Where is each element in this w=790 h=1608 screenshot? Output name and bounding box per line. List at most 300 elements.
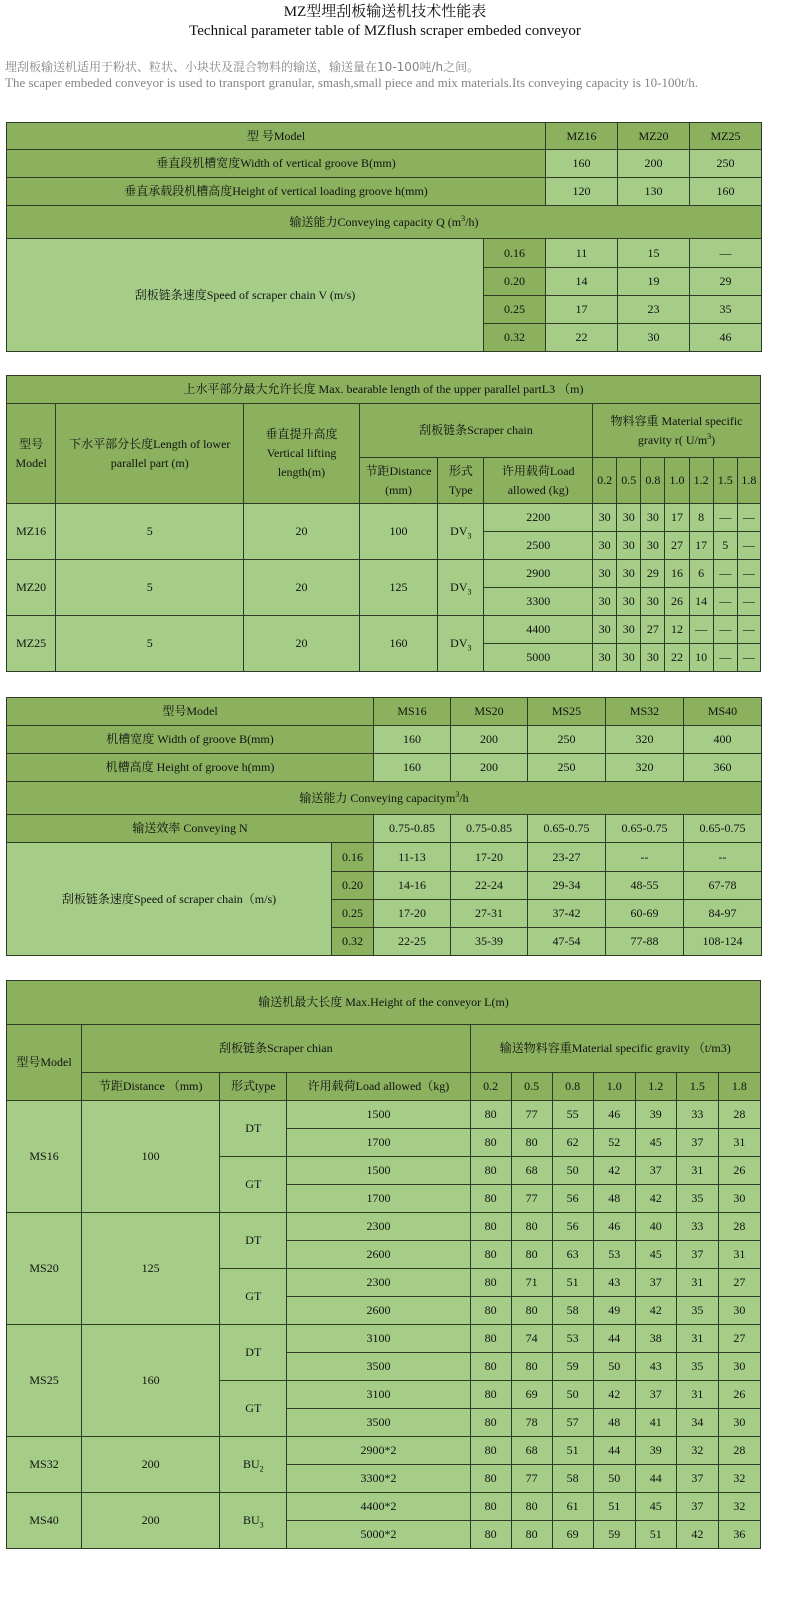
groove-height-value: 160 [690, 178, 762, 206]
length-value: 45 [635, 1493, 676, 1521]
length-value: 26 [665, 588, 689, 616]
distance-label: 节距Distance （mm) [82, 1073, 220, 1101]
gravity-header: 0.2 [593, 458, 617, 504]
length-value: 35 [676, 1297, 718, 1325]
type-label: 形式Type [438, 458, 484, 504]
distance-cell: 100 [82, 1101, 220, 1213]
load-cell: 4400 [484, 616, 593, 644]
capacity-value: 11 [546, 239, 618, 268]
length-value: 80 [511, 1297, 552, 1325]
length-value: — [713, 560, 737, 588]
scraper-chain-label: 刮板链条Scraper chian [82, 1025, 470, 1073]
length-value: 26 [718, 1381, 760, 1409]
model-label: 型号Model [7, 404, 56, 504]
speed-value: 0.25 [484, 296, 546, 324]
length-value: 30 [593, 588, 617, 616]
capacity-value: -- [606, 843, 684, 872]
length-value: 50 [593, 1353, 635, 1381]
groove-width-value: 160 [374, 726, 451, 754]
length-value: 46 [593, 1101, 635, 1129]
length-value: 48 [593, 1409, 635, 1437]
distance-cell: 200 [82, 1493, 220, 1549]
table-row [7, 616, 761, 644]
length-value: 31 [718, 1241, 760, 1269]
length-value: 77 [511, 1185, 552, 1213]
groove-height-value: 130 [618, 178, 690, 206]
model-label: 型 号Model [7, 123, 546, 150]
capacity-value: 23-27 [528, 843, 606, 872]
type-cell: GT [220, 1381, 287, 1437]
length-value: 80 [470, 1493, 511, 1521]
length-value: 48 [593, 1185, 635, 1213]
model-cell: MS32 [7, 1437, 82, 1493]
length-value: 50 [552, 1381, 593, 1409]
load-cell: 2900*2 [287, 1437, 470, 1465]
model-label: 型号Model [7, 1025, 82, 1101]
table-row [7, 1437, 761, 1465]
model-cell: MZ16 [7, 504, 56, 560]
efficiency-value: 0.65-0.75 [684, 815, 762, 843]
model-header: MZ25 [690, 123, 762, 150]
length-value: — [713, 644, 737, 672]
length-value: 27 [665, 532, 689, 560]
length-value: 80 [470, 1381, 511, 1409]
intro-text-cn: 埋刮板输送机适用于粉状、粒状、小块状及混合物料的输送，输送量在10-100吨/h之间。 [5, 60, 480, 74]
length-value: 14 [689, 588, 713, 616]
model-cell: MZ25 [7, 616, 56, 672]
capacity-value: 108-124 [684, 928, 762, 956]
length-value: 43 [593, 1269, 635, 1297]
capacity-value: 11-13 [374, 843, 451, 872]
gravity-header: 0.5 [617, 458, 641, 504]
distance-cell: 125 [82, 1213, 220, 1325]
capacity-value: 14 [546, 268, 618, 296]
groove-width-label: 垂直段机槽宽度Width of vertical groove B(mm) [7, 150, 546, 178]
lower-length-label: 下水平部分长度Length of lower parallel part (m) [56, 404, 244, 504]
length-value: 33 [676, 1101, 718, 1129]
length-value: 80 [470, 1409, 511, 1437]
length-value: 35 [676, 1185, 718, 1213]
lower-length-cell: 5 [56, 616, 244, 672]
length-value: 62 [552, 1129, 593, 1157]
length-value: 33 [676, 1213, 718, 1241]
gravity-header: 0.5 [511, 1073, 552, 1101]
model-cell: MS16 [7, 1101, 82, 1213]
length-value: 44 [593, 1437, 635, 1465]
load-cell: 3100 [287, 1325, 470, 1353]
length-value: 50 [593, 1465, 635, 1493]
table-title: 上水平部分最大允许长度 Max. bearable length of the upper parallel partL3 （m) [7, 376, 761, 404]
length-value: 46 [593, 1213, 635, 1241]
length-value: 30 [617, 504, 641, 532]
length-value: 32 [718, 1493, 760, 1521]
capacity-value: 15 [618, 239, 690, 268]
length-value: 12 [665, 616, 689, 644]
distance-cell: 125 [359, 560, 437, 616]
length-value: 56 [552, 1213, 593, 1241]
capacity-value: 60-69 [606, 900, 684, 928]
length-value: 53 [593, 1241, 635, 1269]
length-value: 28 [718, 1101, 760, 1129]
capacity-value: 17 [546, 296, 618, 324]
length-value: 30 [718, 1185, 760, 1213]
groove-height-value: 160 [374, 754, 451, 782]
length-value: 80 [470, 1353, 511, 1381]
ms-max-length-body [7, 1101, 761, 1549]
speed-value: 0.32 [484, 324, 546, 352]
load-cell: 2300 [287, 1213, 470, 1241]
length-value: 80 [470, 1129, 511, 1157]
gravity-header: 1.5 [676, 1073, 718, 1101]
groove-height-value: 250 [528, 754, 606, 782]
capacity-value: 67-78 [684, 872, 762, 900]
length-value: 35 [676, 1353, 718, 1381]
length-value: 53 [552, 1325, 593, 1353]
length-value: 29 [641, 560, 665, 588]
length-value: 30 [641, 532, 665, 560]
length-value: 30 [617, 616, 641, 644]
length-value: 30 [617, 644, 641, 672]
length-value: 37 [635, 1269, 676, 1297]
gravity-header: 1.2 [689, 458, 713, 504]
gravity-header: 0.8 [641, 458, 665, 504]
groove-width-value: 200 [451, 726, 528, 754]
lifting-length-cell: 20 [244, 560, 360, 616]
length-value: 52 [593, 1129, 635, 1157]
chain-speed-label: 刮板链条速度Speed of scraper chain V (m/s) [7, 239, 484, 352]
length-value: 39 [635, 1437, 676, 1465]
length-value: 55 [552, 1101, 593, 1129]
distance-cell: 200 [82, 1437, 220, 1493]
type-cell: DT [220, 1101, 287, 1157]
gravity-header: 1.8 [737, 458, 760, 504]
table-row [7, 504, 761, 532]
length-value: 8 [689, 504, 713, 532]
length-value: — [737, 504, 760, 532]
length-value: 42 [635, 1185, 676, 1213]
table-row [7, 1101, 761, 1129]
mz-max-length-table [6, 375, 761, 672]
type-cell: DT [220, 1213, 287, 1269]
load-cell: 2500 [484, 532, 593, 560]
capacity-value: 29 [690, 268, 762, 296]
groove-height-value: 200 [451, 754, 528, 782]
length-value: 42 [593, 1157, 635, 1185]
length-value: 68 [511, 1157, 552, 1185]
load-cell: 5000 [484, 644, 593, 672]
groove-width-value: 320 [606, 726, 684, 754]
speed-value: 0.16 [484, 239, 546, 268]
groove-width-label: 机槽宽度 Width of groove B(mm) [7, 726, 374, 754]
groove-width-value: 200 [618, 150, 690, 178]
lower-length-cell: 5 [56, 560, 244, 616]
load-cell: 5000*2 [287, 1521, 470, 1549]
length-value: — [737, 644, 760, 672]
length-value: — [713, 504, 737, 532]
length-value: 42 [593, 1381, 635, 1409]
capacity-value: 14-16 [374, 872, 451, 900]
type-label: 形式type [220, 1073, 287, 1101]
load-cell: 3300*2 [287, 1465, 470, 1493]
chain-speed-label: 刮板链条速度Speed of scraper chain（m/s) [7, 843, 332, 956]
length-value: 51 [552, 1269, 593, 1297]
capacity-value: 17-20 [374, 900, 451, 928]
lower-length-cell: 5 [56, 504, 244, 560]
model-header: MS16 [374, 698, 451, 726]
load-cell: 1700 [287, 1129, 470, 1157]
length-value: 69 [552, 1521, 593, 1549]
type-cell: $BU_3$ [220, 1493, 287, 1549]
capacity-value: 47-54 [528, 928, 606, 956]
length-value: 80 [511, 1213, 552, 1241]
capacity-value: — [690, 239, 762, 268]
length-value: 57 [552, 1409, 593, 1437]
capacity-header: 输送能力 Conveying capacitym$^3$/h [7, 782, 762, 815]
length-value: 45 [635, 1241, 676, 1269]
length-value: 40 [635, 1213, 676, 1241]
speed-value: 0.20 [484, 268, 546, 296]
length-value: — [737, 560, 760, 588]
type-cell: $DV_3$ [438, 560, 484, 616]
capacity-value: 46 [690, 324, 762, 352]
length-value: 39 [635, 1101, 676, 1129]
length-value: 49 [593, 1297, 635, 1325]
model-header: MZ16 [546, 123, 618, 150]
length-value: 80 [511, 1521, 552, 1549]
gravity-header: 1.0 [665, 458, 689, 504]
length-value: 42 [635, 1297, 676, 1325]
length-value: 44 [593, 1325, 635, 1353]
length-value: 80 [470, 1521, 511, 1549]
length-value: 28 [718, 1213, 760, 1241]
length-value: 22 [665, 644, 689, 672]
mz-max-length-body [7, 504, 761, 672]
capacity-value: 29-34 [528, 872, 606, 900]
length-value: 74 [511, 1325, 552, 1353]
length-value: 30 [641, 644, 665, 672]
model-cell: MS25 [7, 1325, 82, 1437]
length-value: 80 [470, 1465, 511, 1493]
capacity-value: -- [684, 843, 762, 872]
model-header: MS32 [606, 698, 684, 726]
gravity-header: 1.2 [635, 1073, 676, 1101]
gravity-header: 1.8 [718, 1073, 760, 1101]
length-value: 59 [552, 1353, 593, 1381]
length-value: — [713, 616, 737, 644]
length-value: 37 [676, 1129, 718, 1157]
length-value: 27 [641, 616, 665, 644]
model-header: MS25 [528, 698, 606, 726]
load-cell: 1700 [287, 1185, 470, 1213]
length-value: 59 [593, 1521, 635, 1549]
length-value: 37 [635, 1381, 676, 1409]
capacity-value: 22-24 [451, 872, 528, 900]
type-cell: DT [220, 1325, 287, 1381]
length-value: 61 [552, 1493, 593, 1521]
load-cell: 2300 [287, 1269, 470, 1297]
speed-value: 0.32 [332, 928, 374, 956]
capacity-value: 27-31 [451, 900, 528, 928]
model-cell: MS40 [7, 1493, 82, 1549]
length-value: 17 [665, 504, 689, 532]
model-header: MZ20 [618, 123, 690, 150]
capacity-value: 19 [618, 268, 690, 296]
length-value: 80 [470, 1437, 511, 1465]
load-cell: 2600 [287, 1241, 470, 1269]
length-value: 44 [635, 1465, 676, 1493]
lifting-length-cell: 20 [244, 616, 360, 672]
load-cell: 1500 [287, 1101, 470, 1129]
length-value: 31 [676, 1325, 718, 1353]
capacity-header: 输送能力Conveying capacity Q $(m^3/h)$ [7, 206, 762, 239]
efficiency-value: 0.65-0.75 [528, 815, 606, 843]
length-value: 68 [511, 1437, 552, 1465]
capacity-value: 84-97 [684, 900, 762, 928]
length-value: 63 [552, 1241, 593, 1269]
length-value: 56 [552, 1185, 593, 1213]
length-value: 80 [470, 1157, 511, 1185]
table-row [7, 560, 761, 588]
length-value: 37 [635, 1157, 676, 1185]
length-value: 30 [718, 1353, 760, 1381]
length-value: 37 [676, 1493, 718, 1521]
length-value: 30 [617, 588, 641, 616]
length-value: 80 [470, 1213, 511, 1241]
load-cell: 3100 [287, 1381, 470, 1409]
speed-value: 0.16 [332, 843, 374, 872]
gravity-label: 物料容重 Material specific gravity r( $U/m^3$) [593, 404, 761, 458]
distance-label: 节距Distance (mm) [359, 458, 437, 504]
model-header: MS20 [451, 698, 528, 726]
groove-height-label: 机槽高度 Height of groove h(mm) [7, 754, 374, 782]
length-value: 28 [718, 1437, 760, 1465]
length-value: 30 [593, 504, 617, 532]
length-value: 17 [689, 532, 713, 560]
load-cell: 2600 [287, 1297, 470, 1325]
model-label: 型号Model [7, 698, 374, 726]
page-title-en: Technical parameter table of MZflush scraper embeded conveyor [189, 23, 581, 39]
length-value: 42 [676, 1521, 718, 1549]
length-value: 80 [470, 1101, 511, 1129]
mz-vertical-parameter-table [6, 122, 762, 352]
length-value: — [737, 616, 760, 644]
length-value: 16 [665, 560, 689, 588]
type-cell: $BU_2$ [220, 1437, 287, 1493]
length-value: 80 [470, 1269, 511, 1297]
capacity-value: 37-42 [528, 900, 606, 928]
length-value: 58 [552, 1297, 593, 1325]
table-title: 输送机最大长度 Max.Height of the conveyor L(m) [7, 981, 761, 1025]
scraper-chain-label: 刮板链条Scraper chain [359, 404, 592, 458]
capacity-value: 77-88 [606, 928, 684, 956]
length-value: 27 [718, 1325, 760, 1353]
length-value: 31 [676, 1381, 718, 1409]
length-value: 37 [676, 1241, 718, 1269]
capacity-value: 17-20 [451, 843, 528, 872]
efficiency-value: 0.75-0.85 [451, 815, 528, 843]
capacity-value: 48-55 [606, 872, 684, 900]
length-value: 77 [511, 1101, 552, 1129]
length-value: 30 [593, 560, 617, 588]
capacity-value: 23 [618, 296, 690, 324]
length-value: 5 [713, 532, 737, 560]
lifting-length-label: 垂直提升高度 Vertical lifting length(m) [244, 404, 360, 504]
efficiency-label: 输送效率 Conveying N [7, 815, 374, 843]
length-value: 31 [718, 1129, 760, 1157]
length-value: 34 [676, 1409, 718, 1437]
groove-width-value: 250 [690, 150, 762, 178]
load-cell: 2900 [484, 560, 593, 588]
speed-value: 0.20 [332, 872, 374, 900]
load-label: 许用载荷Load allowed（kg) [287, 1073, 470, 1101]
length-value: 31 [676, 1157, 718, 1185]
length-value: 80 [470, 1297, 511, 1325]
length-value: 80 [511, 1129, 552, 1157]
groove-width-value: 400 [684, 726, 762, 754]
length-value: 80 [470, 1325, 511, 1353]
length-value: 51 [593, 1493, 635, 1521]
length-value: 30 [641, 588, 665, 616]
length-value: 26 [718, 1157, 760, 1185]
intro-text-en: The scaper embeded conveyor is used to transport granular, smash,small piece and mix materials.Its conveying capacity is 10-100t/h. [5, 75, 698, 90]
load-cell: 2200 [484, 504, 593, 532]
length-value: 31 [676, 1269, 718, 1297]
groove-height-value: 120 [546, 178, 618, 206]
model-header: MS40 [684, 698, 762, 726]
length-value: 51 [635, 1521, 676, 1549]
load-label: 许用载荷Load allowed (kg) [484, 458, 593, 504]
length-value: 80 [470, 1241, 511, 1269]
length-value: 27 [718, 1269, 760, 1297]
length-value: 80 [511, 1353, 552, 1381]
length-value: 80 [511, 1493, 552, 1521]
length-value: 6 [689, 560, 713, 588]
length-value: 30 [593, 644, 617, 672]
speed-value: 0.25 [332, 900, 374, 928]
length-value: — [689, 616, 713, 644]
load-cell: 3500 [287, 1353, 470, 1381]
ms-parameter-table [6, 697, 762, 956]
length-value: 38 [635, 1325, 676, 1353]
length-value: 80 [470, 1185, 511, 1213]
distance-cell: 160 [82, 1325, 220, 1437]
gravity-header: 1.0 [593, 1073, 635, 1101]
model-cell: MS20 [7, 1213, 82, 1325]
length-value: 30 [617, 532, 641, 560]
length-value: 78 [511, 1409, 552, 1437]
length-value: 58 [552, 1465, 593, 1493]
length-value: 77 [511, 1465, 552, 1493]
distance-cell: 160 [359, 616, 437, 672]
load-cell: 4400*2 [287, 1493, 470, 1521]
groove-height-value: 320 [606, 754, 684, 782]
length-value: 80 [511, 1241, 552, 1269]
length-value: 32 [676, 1437, 718, 1465]
length-value: — [737, 532, 760, 560]
length-value: 69 [511, 1381, 552, 1409]
capacity-value: 35 [690, 296, 762, 324]
type-cell: GT [220, 1157, 287, 1213]
distance-cell: 100 [359, 504, 437, 560]
length-value: 30 [641, 504, 665, 532]
length-value: 36 [718, 1521, 760, 1549]
groove-height-label: 垂直承载段机槽高度Height of vertical loading groove h(mm) [7, 178, 546, 206]
length-value: 10 [689, 644, 713, 672]
length-value: 30 [718, 1409, 760, 1437]
type-cell: $DV_3$ [438, 504, 484, 560]
gravity-header: 0.2 [470, 1073, 511, 1101]
load-cell: 1500 [287, 1157, 470, 1185]
